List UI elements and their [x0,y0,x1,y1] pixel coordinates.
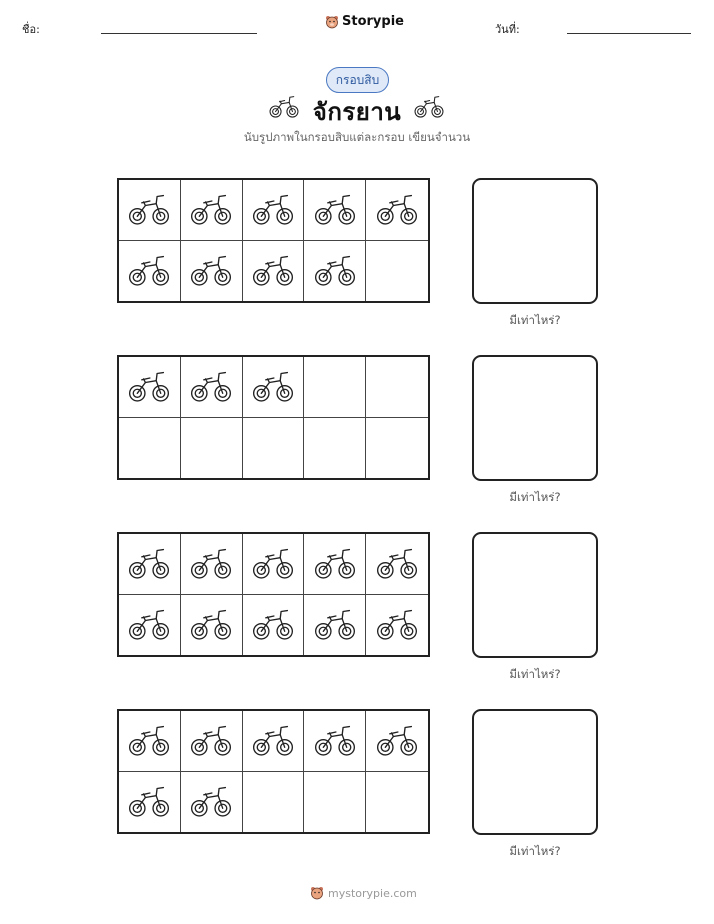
bicycle-icon [251,723,295,759]
bicycle-icon [375,546,419,582]
frame-cell [243,595,305,656]
bicycle-icon [313,192,357,228]
topic-badge: กรอบสิบ [326,67,389,93]
page-title: จักรยาน [312,98,402,126]
frame-cell [119,418,181,479]
bicycle-icon [251,192,295,228]
answer-box-3[interactable] [472,532,598,658]
frame-cell [119,595,181,656]
bicycle-icon [127,607,171,643]
bicycle-icon [127,369,171,405]
frame-cell [304,241,366,302]
answer-box-2[interactable] [472,355,598,481]
bicycle-icon [127,784,171,820]
footer [310,886,417,900]
frame-cell [119,534,181,595]
frame-cell [243,772,305,833]
bicycle-icon [251,253,295,289]
frame-cell [304,180,366,241]
frame-cell [304,595,366,656]
frame-cell [304,534,366,595]
bicycle-icon [189,192,233,228]
bear-logo-icon [325,15,339,29]
frame-cell [119,772,181,833]
bicycle-icon [189,784,233,820]
frame-cell [181,357,243,418]
ten-frame-2 [117,355,430,480]
answer-box-4[interactable] [472,709,598,835]
frame-cell [366,534,428,595]
name-label: ชื่อ: [22,23,40,36]
frame-cell [181,595,243,656]
ten-frame-4 [117,709,430,834]
frame-cell [181,180,243,241]
frame-cell [181,711,243,772]
frame-cell [119,357,181,418]
frame-cell [304,711,366,772]
frame-cell [119,241,181,302]
footer-url[interactable]: mystorypie.com [328,886,417,900]
frame-cell [119,180,181,241]
frame-cell [243,534,305,595]
frame-cell [243,711,305,772]
bicycle-icon [189,253,233,289]
frame-cell [366,418,428,479]
bicycle-icon [189,546,233,582]
bicycle-icon [313,723,357,759]
bicycle-icon [268,94,300,120]
frame-cell [304,418,366,479]
answer-box-1[interactable] [472,178,598,304]
frame-cell [119,711,181,772]
bicycle-icon [127,723,171,759]
bicycle-icon [251,607,295,643]
frame-cell [243,357,305,418]
bicycle-icon [375,607,419,643]
frame-cell [366,241,428,302]
question-label-2: มีเท่าไหร่? [509,490,561,504]
frame-cell [181,241,243,302]
name-line[interactable] [101,33,257,34]
frame-cell [366,595,428,656]
bicycle-icon [189,723,233,759]
frame-cell [366,772,428,833]
bicycle-icon [251,546,295,582]
frame-cell [243,180,305,241]
bicycle-icon [127,253,171,289]
frame-cell [181,772,243,833]
bicycle-icon [375,723,419,759]
frame-cell [366,357,428,418]
bicycle-icon [375,192,419,228]
frame-cell [366,180,428,241]
bicycle-icon [251,369,295,405]
frame-cell [366,711,428,772]
bicycle-icon [127,192,171,228]
frame-cell [181,418,243,479]
bicycle-icon [313,607,357,643]
frame-cell [243,418,305,479]
question-label-3: มีเท่าไหร่? [509,667,561,681]
bicycle-icon [313,546,357,582]
frame-cell [243,241,305,302]
instructions: นับรูปภาพในกรอบสิบแต่ละกรอบ เขียนจำนวน [243,130,471,144]
bear-logo-icon [310,886,324,900]
date-label: วันที่: [495,23,520,36]
bicycle-icon [413,94,445,120]
bicycle-icon [189,369,233,405]
brand-logo [325,14,404,29]
bicycle-icon [313,253,357,289]
ten-frame-1 [117,178,430,303]
question-label-1: มีเท่าไหร่? [509,313,561,327]
date-line[interactable] [567,33,691,34]
brand-name: Storypie [342,14,404,29]
bicycle-icon [189,607,233,643]
frame-cell [181,534,243,595]
frame-cell [304,772,366,833]
bicycle-icon [127,546,171,582]
frame-cell [304,357,366,418]
ten-frame-3 [117,532,430,657]
question-label-4: มีเท่าไหร่? [509,844,561,858]
